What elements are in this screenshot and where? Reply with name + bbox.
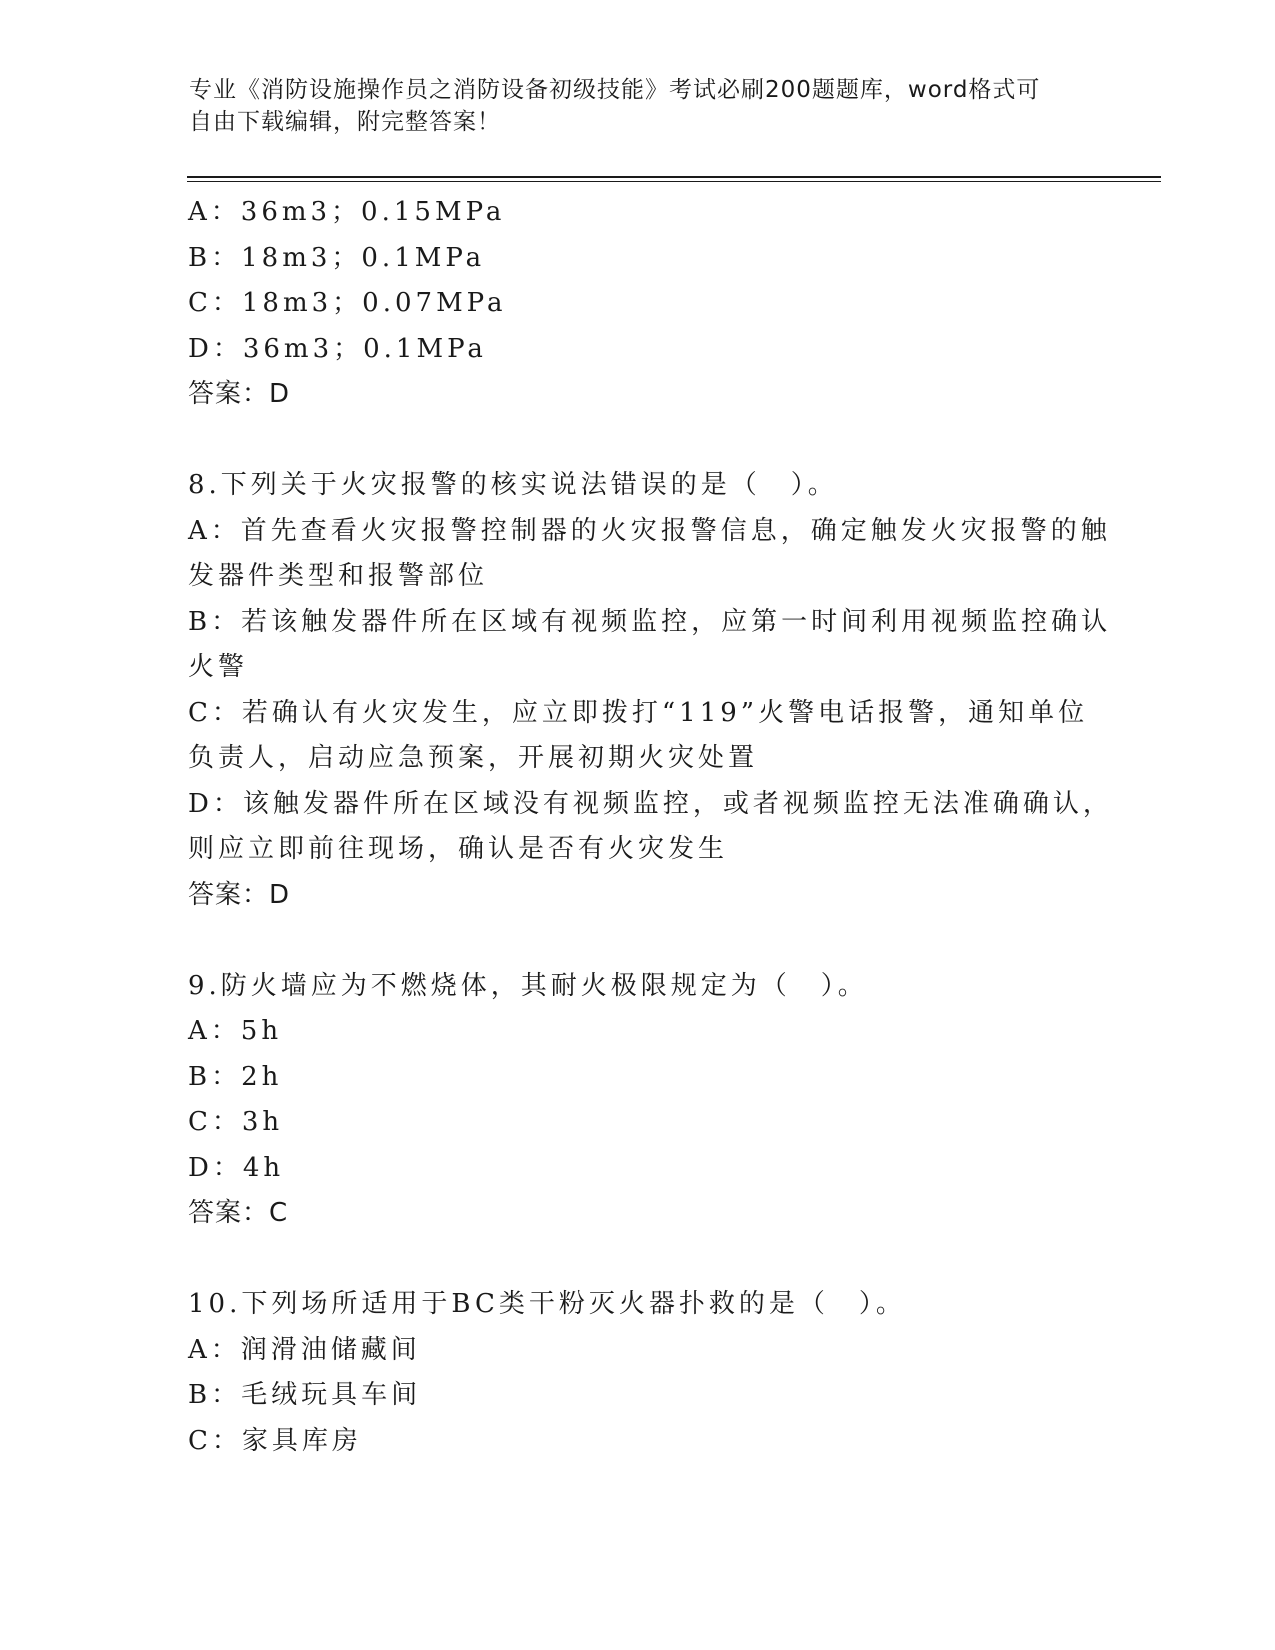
q8-option-b-line-1: B：若该触发器件所在区域有视频监控，应第一时间利用视频监控确认 bbox=[188, 606, 1112, 637]
question-8-block bbox=[188, 463, 1113, 918]
q8-answer: 答案：D bbox=[188, 879, 291, 910]
q9-option-c: C：3h bbox=[188, 1107, 284, 1137]
q8-option-d-line-1: D：该触发器件所在区域没有视频监控，或者视频监控无法准确确认， bbox=[188, 788, 1113, 819]
q8-option-c-line-1: C：若确认有火灾发生，应立即拨打“119”火警电话报警，通知单位 bbox=[188, 697, 1089, 728]
q9-option-a: A：5h bbox=[188, 1016, 283, 1046]
q8-option-a-line-1: A：首先查看火灾报警控制器的火灾报警信息，确定触发火灾报警的触 bbox=[188, 515, 1111, 546]
q10-option-c: C：家具库房 bbox=[188, 1425, 362, 1456]
q9-option-d: D：4h bbox=[188, 1152, 285, 1183]
q10-option-b: B：毛绒玩具车间 bbox=[188, 1380, 422, 1410]
q9-question: 9.防火墙应为不燃烧体，其耐火极限规定为（ ）。 bbox=[188, 970, 868, 1001]
q8-question: 8.下列关于火灾报警的核实说法错误的是（ ）。 bbox=[188, 470, 838, 500]
q8-option-a-line-2: 发器件类型和报警部位 bbox=[188, 561, 489, 591]
question-9-block bbox=[188, 964, 1088, 1237]
q9-answer: 答案：C bbox=[188, 1198, 289, 1228]
q8-option-b-line-2: 火警 bbox=[188, 652, 249, 682]
q8-option-d-line-2: 则应立即前往现场，确认是否有火灾发生 bbox=[188, 834, 729, 864]
q7-answer: 答案：D bbox=[188, 379, 291, 409]
q8-option-c-line-2: 负责人，启动应急预案，开展初期火灾处置 bbox=[188, 743, 759, 773]
q7-option-b: B：18m3；0.1MPa bbox=[188, 242, 486, 273]
header-line-2: 自由下载编辑，附完整答案！ bbox=[189, 109, 501, 135]
header-divider-thin bbox=[187, 181, 1161, 182]
q9-option-b: B：2h bbox=[188, 1061, 283, 1092]
spacer bbox=[188, 1237, 1088, 1283]
q7-option-a: A：36m3；0.15MPa bbox=[188, 197, 506, 227]
q10-option-a: A：润滑油储藏间 bbox=[188, 1334, 421, 1365]
q10-question: 10.下列场所适用于BC类干粉灭火器扑救的是（ ）。 bbox=[188, 1289, 906, 1319]
spacer bbox=[188, 918, 1088, 964]
question-10-block bbox=[188, 1282, 1088, 1464]
header-divider-thick bbox=[187, 176, 1161, 178]
question-7-block bbox=[188, 190, 1088, 418]
q7-option-d: D：36m3；0.1MPa bbox=[188, 333, 487, 364]
question-body bbox=[188, 190, 1113, 1464]
header-line-1: 专业《消防设施操作员之消防设备初级技能》考试必刷200题题库，word格式可 bbox=[189, 77, 1041, 103]
q7-option-c: C：18m3；0.07MPa bbox=[188, 288, 507, 318]
spacer bbox=[188, 418, 1088, 464]
page-header bbox=[189, 74, 1089, 138]
